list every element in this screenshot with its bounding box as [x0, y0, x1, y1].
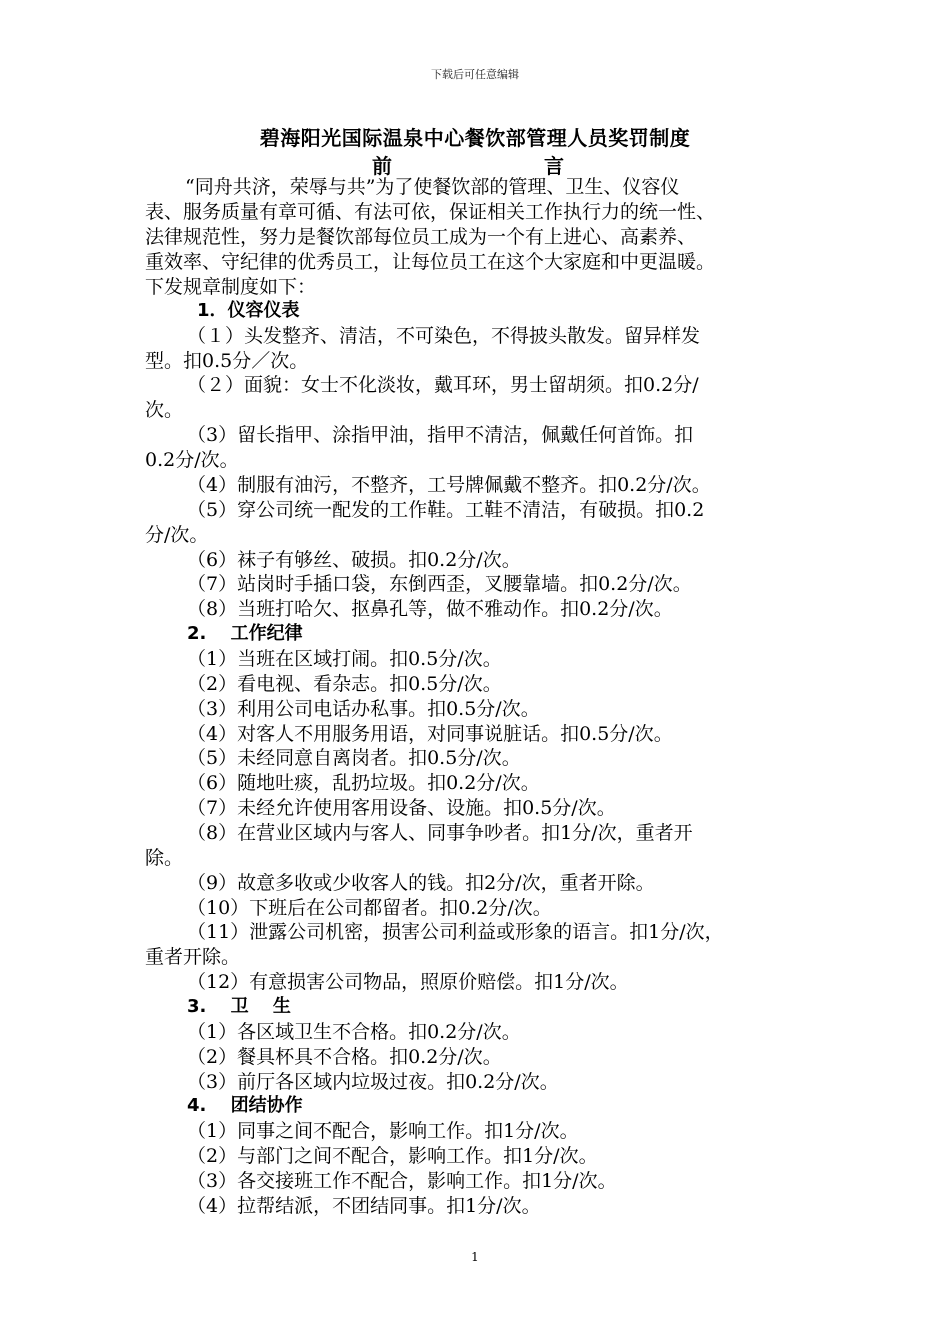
section-heading-2: 2. 工作纪律 [187, 623, 303, 644]
rule-item: （3）各交接班工作不配合，影响工作。扣1分/次。 [187, 1170, 617, 1192]
rule-item: （1）同事之间不配合，影响工作。扣1分/次。 [187, 1120, 579, 1142]
rule-item: （12）有意损害公司物品，照原价赔偿。扣1分/次。 [187, 971, 629, 993]
page-number: 1 [471, 1250, 479, 1264]
intro-line-3: 法律规范性，努力是餐饮部每位员工成为一个有上进心、高素养、 [145, 226, 697, 248]
rule-item: （10）下班后在公司都留者。扣0.2分/次。 [187, 897, 552, 919]
intro-line-1: “同舟共济，荣辱与共”为了使餐饮部的管理、卫生、仪容仪 [185, 176, 680, 198]
rule-item: （3）前厅各区域内垃圾过夜。扣0.2分/次。 [187, 1071, 559, 1093]
rule-item: （2）餐具杯具不合格。扣0.2分/次。 [187, 1046, 502, 1068]
subtitle-char-2: 言 [543, 154, 564, 178]
section-heading-1: 1．仪容仪表 [197, 300, 300, 321]
rule-item: （4）拉帮结派，不团结同事。扣1分/次。 [187, 1195, 541, 1217]
header-note: 下载后可任意编辑 [431, 68, 519, 81]
rule-item: 重者开除。 [145, 946, 241, 968]
intro-line-2: 表、服务质量有章可循、有法可依，保证相关工作执行力的统一性、 [145, 201, 716, 223]
rule-item: （２）面貌：女士不化淡妆，戴耳环，男士留胡须。扣0.2分/ [187, 374, 699, 396]
rule-item: （１）头发整齐、清洁，不可染色，不得披头散发。留异样发 [187, 325, 701, 347]
rule-item: 型。扣0.5分／次。 [145, 350, 309, 372]
rule-item: （1）当班在区域打闹。扣0.5分/次。 [187, 648, 502, 670]
rule-item: 分/次。 [145, 524, 209, 546]
rule-item: （2）看电视、看杂志。扣0.5分/次。 [187, 673, 502, 695]
rule-item: （5）穿公司统一配发的工作鞋。工鞋不清洁，有破损。扣0.2 [187, 499, 705, 521]
rule-item: （11）泄露公司机密，损害公司利益或形象的语言。扣1分/次， [187, 921, 724, 943]
rule-item: （8）在营业区域内与客人、同事争吵者。扣1分/次，重者开 [187, 822, 693, 844]
section-heading-3: 3. 卫 生 [187, 996, 291, 1017]
rule-item: （6）随地吐痰，乱扔垃圾。扣0.2分/次。 [187, 772, 540, 794]
rule-item: （4）制服有油污，不整齐，工号牌佩戴不整齐。扣0.2分/次。 [187, 474, 711, 496]
rule-item: （4）对客人不用服务用语，对同事说脏话。扣0.5分/次。 [187, 723, 673, 745]
rule-item: （7）未经允许使用客用设备、设施。扣0.5分/次。 [187, 797, 616, 819]
rule-item: （5）未经同意自离岗者。扣0.5分/次。 [187, 747, 521, 769]
document-title: 碧海阳光国际温泉中心餐饮部管理人员奖罚制度 [259, 126, 691, 150]
rule-item: （1）各区域卫生不合格。扣0.2分/次。 [187, 1021, 521, 1043]
subtitle-char-1: 前 [372, 154, 392, 178]
rule-item: （2）与部门之间不配合，影响工作。扣1分/次。 [187, 1145, 598, 1167]
rule-item: （7）站岗时手插口袋，东倒西歪，叉腰靠墙。扣0.2分/次。 [187, 573, 692, 595]
rule-item: （9）故意多收或少收客人的钱。扣2分/次，重者开除。 [187, 872, 655, 894]
intro-line-5: 下发规章制度如下： [145, 276, 317, 298]
rule-item: （3）留长指甲、涂指甲油，指甲不清洁，佩戴任何首饰。扣 [187, 424, 694, 446]
intro-line-4: 重效率、守纪律的优秀员工，让每位员工在这个大家庭和中更温暖。 [145, 251, 716, 273]
section-heading-4: 4. 团结协作 [187, 1095, 303, 1116]
rule-item: 次。 [145, 399, 184, 421]
rule-item: （3）利用公司电话办私事。扣0.5分/次。 [187, 698, 540, 720]
rule-item: 0.2分/次。 [145, 449, 239, 471]
rule-item: （6）袜子有够丝、破损。扣0.2分/次。 [187, 549, 521, 571]
rule-item: 除。 [145, 847, 184, 869]
rule-item: （8）当班打哈欠、抠鼻孔等，做不雅动作。扣0.2分/次。 [187, 598, 673, 620]
